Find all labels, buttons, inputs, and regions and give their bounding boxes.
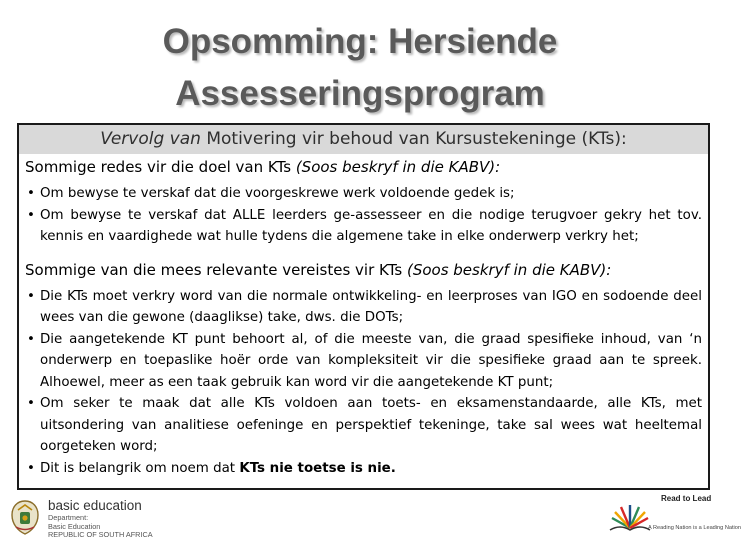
- logo-sub-text-1: Department:: [48, 513, 89, 522]
- read-to-lead-logo: [604, 494, 741, 538]
- read-to-lead-tagline: A Reading Nation is a Leading Nation: [648, 525, 741, 531]
- logo-text: [48, 498, 153, 540]
- section-header: [19, 125, 708, 154]
- section1-heading-text: Sommige redes vir die doel van KTs: [25, 158, 296, 176]
- list-item: • Die aangetekende KT punt behoort al, of die meeste van, die graad spesifieke inhoud, van ‘n onderwerp en toepaslike hoër orde van kompleksiteit vir die spesifieke graad aan te spreek. Alhoewel, meer as een taak gebruik kan word vir die aangetekende KT punt;: [25, 329, 702, 394]
- list-item: • Om bewyse te verskaf dat ALLE leerders ge-assesseer en die nodige terugvoer gekry het tov. kennis en vaardighede wat hulle tydens die algemene take in elke onderwerp verkry het;: [25, 205, 702, 248]
- list-item: • Die KTs moet verkry word van die normale ontwikkeling- en leerproses van IGO en sodoende deel wees van die gewone (daaglikse) take, dws. die DOTs;: [25, 286, 702, 329]
- list-item: • Om bewyse te verskaf dat die voorgeskrewe werk voldoende gedek is;: [25, 183, 702, 205]
- coat-of-arms-icon: [8, 498, 42, 536]
- section2-bullet-list: [25, 286, 702, 480]
- last-bullet-emphasis: KTs nie toetse is nie.: [239, 460, 396, 476]
- slide-body: [25, 156, 702, 479]
- logo-sub-text-2: Basic Education: [48, 521, 101, 531]
- slide-title: [60, 16, 660, 120]
- logo-main-text: basic education: [48, 498, 142, 513]
- section2-heading-note: (Soos beskryf in die KABV):: [406, 260, 612, 279]
- basic-education-logo: [8, 494, 168, 538]
- section2-heading: [25, 259, 702, 281]
- header-intro: Vervolg van: [100, 129, 201, 149]
- list-item: [25, 458, 702, 480]
- last-bullet-text: Dit is belangrik om noem dat: [40, 460, 240, 476]
- header-text: Motivering vir behoud van Kursustekeninge (KTs):: [200, 129, 627, 149]
- section1-heading: [25, 156, 702, 178]
- logo-sub-text-3: REPUBLIC OF SOUTH AFRICA: [48, 530, 153, 539]
- section1-heading-note: (Soos beskryf in die KABV):: [295, 158, 501, 176]
- slide-title-line-1: Opsomming: Hersiende: [162, 22, 558, 61]
- content-frame: [17, 123, 710, 490]
- section1-bullet-list: [25, 183, 702, 248]
- list-item: • Om seker te maak dat alle KTs voldoen aan toets- en eksamenstandaarde, alle KTs, met uitsondering van analitiese oefeninge en perspektief tekeninge, take sal wees wat heeltemal oorgeteken word;: [25, 393, 702, 458]
- read-to-lead-title: Read to Lead: [661, 494, 712, 503]
- open-book-icon: [608, 504, 652, 534]
- section2-heading-text: Sommige van die mees relevante vereistes vir KTs: [25, 260, 407, 279]
- slide-title-line-2: Assesseringsprogram: [175, 74, 545, 113]
